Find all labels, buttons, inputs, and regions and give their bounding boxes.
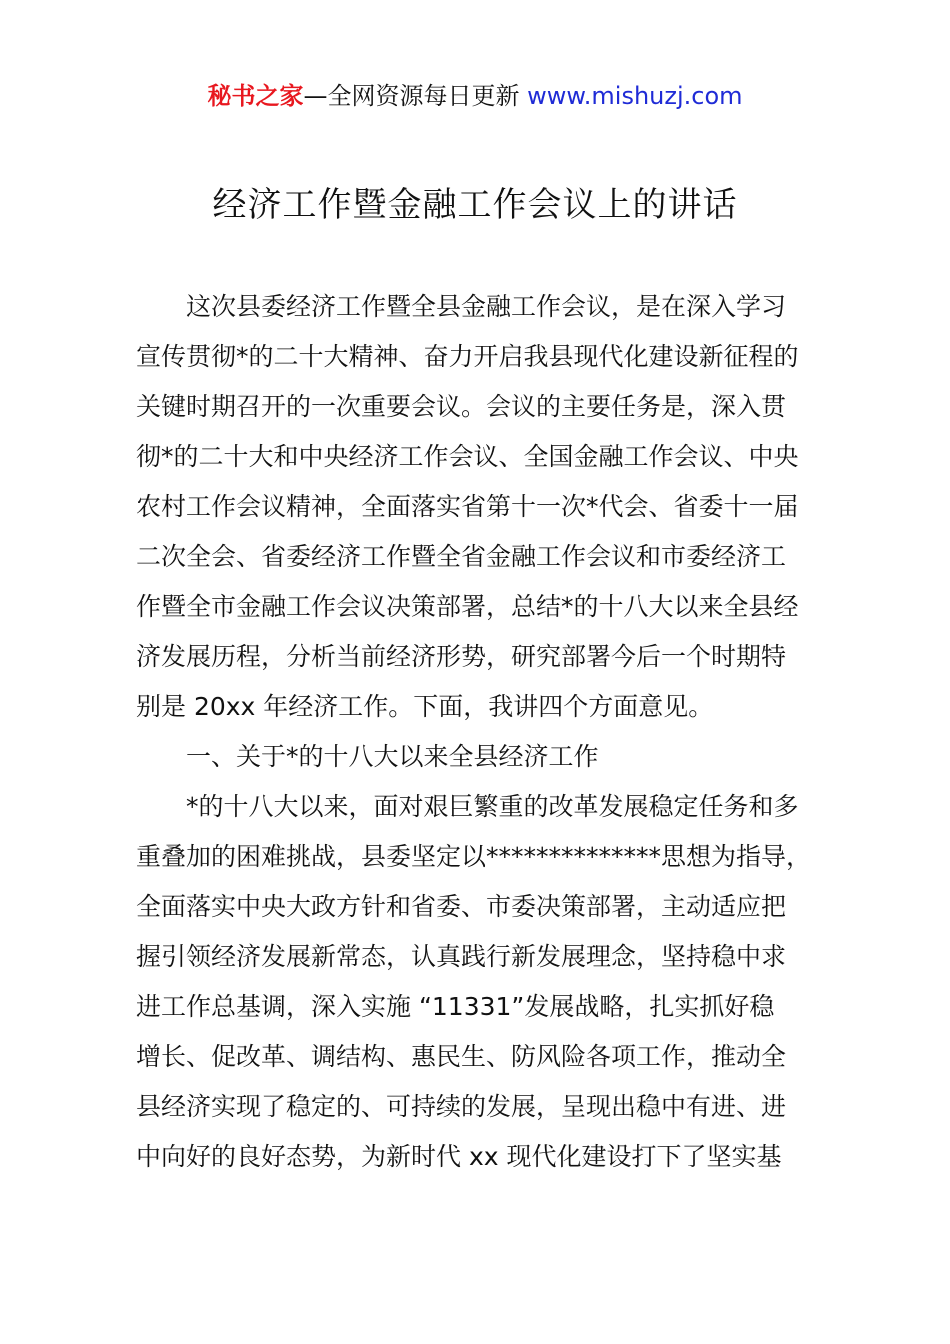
paragraph-line: 全面落实中央大政方针和省委、市委决策部署，主动适应把 bbox=[136, 892, 787, 921]
site-header bbox=[0, 80, 950, 112]
header-tagline: —全网资源每日更新 bbox=[303, 82, 528, 110]
paragraph-line: 济发展历程，分析当前经济形势，研究部署今后一个时期特 bbox=[136, 642, 787, 671]
paragraph-line: 农村工作会议精神，全面落实省第十一次*代会、省委十一届 bbox=[136, 492, 799, 521]
paragraph-line: 宣传贯彻*的二十大精神、奋力开启我县现代化建设新征程的 bbox=[136, 342, 799, 371]
brand-name: 秘书之家 bbox=[207, 82, 304, 110]
paragraph-line: 彻*的二十大和中央经济工作会议、全国金融工作会议、中央 bbox=[136, 442, 799, 471]
paragraph-line: 这次县委经济工作暨全县金融工作会议，是在深入学习 bbox=[186, 292, 787, 321]
document-title: 经济工作暨金融工作会议上的讲话 bbox=[212, 185, 738, 225]
paragraph-line: 别是 20xx 年经济工作。下面，我讲四个方面意见。 bbox=[136, 692, 714, 721]
section-heading: 一、关于*的十八大以来全县经济工作 bbox=[186, 742, 599, 771]
paragraph-line: *的十八大以来，面对艰巨繁重的改革发展稳定任务和多 bbox=[186, 792, 799, 821]
paragraph-line: 作暨全市金融工作会议决策部署，总结*的十八大以来全县经 bbox=[136, 592, 799, 621]
paragraph-line: 县经济实现了稳定的、可持续的发展，呈现出稳中有进、进 bbox=[136, 1092, 787, 1121]
paragraph-line: 进工作总基调，深入实施 “11331”发展战略，扎实抓好稳 bbox=[136, 992, 775, 1021]
paragraph-line: 重叠加的困难挑战，县委坚定以**************思想为指导， bbox=[136, 842, 812, 871]
document-body bbox=[136, 282, 816, 1182]
paragraph-line: 关键时期召开的一次重要会议。会议的主要任务是，深入贯 bbox=[136, 392, 787, 421]
paragraph-line: 握引领经济发展新常态，认真践行新发展理念，坚持稳中求 bbox=[136, 942, 787, 971]
paragraph-line: 二次全会、省委经济工作暨全省金融工作会议和市委经济工 bbox=[136, 542, 787, 571]
paragraph-line: 增长、促改革、调结构、惠民生、防风险各项工作，推动全 bbox=[136, 1042, 787, 1071]
paragraph-line: 中向好的良好态势，为新时代 xx 现代化建设打下了坚实基 bbox=[136, 1142, 782, 1171]
website-link[interactable]: www.mishuzj.com bbox=[527, 82, 743, 110]
